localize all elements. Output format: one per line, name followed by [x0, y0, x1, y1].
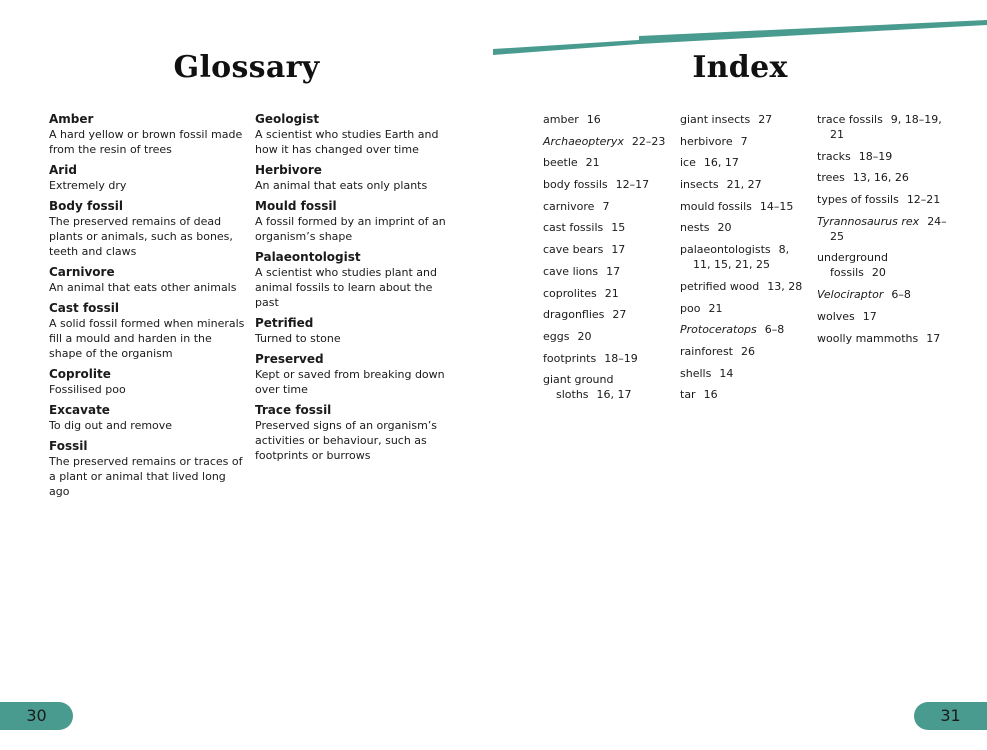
index-page	[493, 0, 987, 750]
index-pages: 27	[758, 113, 773, 126]
index-entry	[543, 329, 673, 344]
index-term: giant insects	[680, 113, 751, 126]
glossary-title: Glossary	[173, 50, 320, 85]
glossary-term: Arid	[49, 163, 77, 177]
glossary-definition: Turned to stone	[255, 332, 341, 345]
index-pages: 21	[604, 286, 619, 300]
glossary-column-1	[49, 112, 245, 505]
index-pages: 13, 28	[767, 279, 803, 293]
index-entry	[680, 242, 810, 272]
index-entry	[817, 170, 947, 185]
glossary-entry	[255, 316, 451, 346]
index-term: ice	[680, 156, 696, 170]
index-term: Velociraptor	[817, 288, 884, 302]
index-term: shells	[680, 366, 712, 380]
index-entry	[817, 112, 947, 142]
index-pages: 9, 18–19, 21	[830, 113, 942, 141]
index-pages: 15	[611, 221, 626, 235]
index-pages: 20	[871, 266, 886, 280]
glossary-entry	[49, 163, 245, 193]
index-pages: 7	[740, 134, 748, 148]
index-pages: 13, 16, 26	[852, 171, 909, 185]
glossary-term: Petrified	[255, 316, 314, 330]
index-term: petrified wood	[680, 279, 760, 293]
glossary-entry	[255, 352, 451, 397]
index-entry	[817, 149, 947, 164]
index-pages: 20	[717, 221, 732, 235]
index-pages: 6–8	[891, 288, 911, 302]
index-term: amber	[543, 113, 579, 126]
glossary-term: Herbivore	[255, 163, 322, 177]
index-pages: 18–19	[858, 149, 893, 163]
glossary-entry	[255, 112, 451, 157]
index-term: cave bears	[543, 243, 604, 257]
glossary-definition: A scientist who studies Earth and how it has changed over time	[255, 128, 439, 156]
index-term: woolly mammoths	[817, 331, 919, 345]
glossary-definition: The preserved remains of dead plants or animals, such as bones, teeth and claws	[49, 215, 233, 258]
index-pages: 7	[602, 199, 610, 213]
index-term: wolves	[817, 309, 855, 323]
index-term: eggs	[543, 329, 570, 343]
index-entry	[680, 344, 810, 359]
glossary-entry	[49, 439, 245, 499]
glossary-term: Carnivore	[49, 265, 115, 279]
glossary-definition: The preserved remains or traces of a plant or animal that lived long ago	[49, 455, 243, 498]
index-entry	[543, 134, 673, 149]
index-term: herbivore	[680, 134, 733, 148]
glossary-definition: To dig out and remove	[49, 419, 173, 432]
glossary-term: Trace fossil	[255, 403, 332, 417]
page-number-right: 31	[914, 702, 987, 730]
index-title: Index	[692, 50, 788, 85]
glossary-term: Cast fossil	[49, 301, 119, 315]
glossary-term: Body fossil	[49, 199, 123, 213]
glossary-entry	[49, 265, 245, 295]
index-pages: 17	[926, 331, 941, 345]
index-entry	[680, 199, 810, 214]
index-entry	[680, 134, 810, 149]
index-entry	[543, 286, 673, 301]
glossary-term: Coprolite	[49, 367, 111, 381]
index-entry	[543, 264, 673, 279]
index-term: coprolites	[543, 286, 597, 300]
glossary-entry	[49, 112, 245, 157]
index-pages: 21	[585, 156, 600, 170]
index-pages: 18–19	[604, 351, 638, 365]
index-entry	[817, 331, 947, 346]
index-term: poo	[680, 301, 701, 315]
index-entry	[543, 220, 673, 235]
index-column-3	[817, 112, 947, 352]
index-entry	[543, 307, 673, 322]
index-term: Protoceratops	[680, 323, 757, 337]
index-pages: 16	[586, 113, 601, 126]
index-term: body fossils	[543, 178, 608, 192]
glossary-term: Excavate	[49, 403, 110, 417]
index-column-2	[680, 112, 810, 409]
index-term: beetle	[543, 156, 578, 170]
index-pages: 17	[606, 264, 621, 278]
glossary-definition: A solid fossil formed when minerals fill a mould and harden in the shape of the organism	[49, 317, 245, 360]
index-entry	[543, 177, 673, 192]
index-column-1	[543, 112, 673, 409]
index-pages: 8, 11, 15, 21, 25	[693, 243, 790, 272]
glossary-definition: Extremely dry	[49, 179, 127, 192]
index-entry	[680, 301, 810, 316]
page-number-left: 30	[0, 702, 73, 730]
index-entry	[680, 279, 810, 294]
index-term: underground fossils	[817, 251, 888, 280]
glossary-term: Amber	[49, 112, 94, 126]
index-entry	[680, 112, 810, 127]
glossary-definition: An animal that eats only plants	[255, 179, 428, 192]
index-pages: 17	[862, 309, 877, 323]
index-term: giant ground sloths	[543, 373, 614, 402]
index-entry	[680, 366, 810, 381]
index-term: cast fossils	[543, 221, 604, 235]
index-entry	[817, 214, 947, 244]
index-term: Archaeopteryx	[543, 134, 624, 148]
index-term: trace fossils	[817, 113, 883, 126]
glossary-entry	[255, 199, 451, 244]
glossary-entry	[255, 403, 451, 463]
index-entry	[817, 309, 947, 324]
index-term: Tyrannosaurus rex	[817, 214, 920, 228]
index-entry	[817, 250, 947, 280]
index-entry	[543, 372, 673, 402]
glossary-column-2	[255, 112, 451, 469]
glossary-term: Preserved	[255, 352, 324, 366]
glossary-term: Mould fossil	[255, 199, 337, 213]
index-pages: 22–23	[631, 134, 666, 148]
glossary-definition: An animal that eats other animals	[49, 281, 237, 294]
glossary-term: Geologist	[255, 112, 320, 126]
glossary-definition: Kept or saved from breaking down over time	[255, 368, 445, 396]
index-pages: 24–25	[830, 214, 947, 243]
index-entry	[680, 220, 810, 235]
index-term: carnivore	[543, 199, 595, 213]
index-entry	[680, 322, 810, 337]
index-pages: 14–15	[759, 199, 794, 213]
glossary-definition: A hard yellow or brown fossil made from the resin of trees	[49, 128, 243, 156]
glossary-definition: Fossilised poo	[49, 383, 126, 396]
index-entry	[543, 112, 673, 127]
index-pages: 6–8	[764, 323, 785, 337]
glossary-entry	[49, 199, 245, 259]
index-term: rainforest	[680, 344, 733, 358]
index-term: footprints	[543, 351, 597, 365]
glossary-definition: Preserved signs of an organism’s activities or behaviour, such as footprints or burrows	[255, 419, 438, 462]
index-term: palaeontologists	[680, 243, 771, 257]
index-entry	[543, 351, 673, 366]
glossary-term: Fossil	[49, 439, 88, 453]
index-entry	[817, 192, 947, 207]
index-term: nests	[680, 221, 710, 235]
index-pages: 20	[577, 329, 592, 343]
index-pages: 21	[708, 301, 723, 315]
glossary-entry	[49, 301, 245, 361]
index-pages: 17	[611, 243, 626, 257]
index-pages: 16, 17	[596, 388, 632, 402]
index-term: types of fossils	[817, 193, 899, 207]
index-term: mould fossils	[680, 199, 752, 213]
index-pages: 12–21	[906, 193, 941, 207]
index-term: cave lions	[543, 264, 599, 278]
index-term: tracks	[817, 149, 851, 163]
glossary-entry	[255, 163, 451, 193]
index-entry	[543, 242, 673, 257]
index-pages: 16	[703, 388, 718, 402]
index-pages: 27	[612, 308, 627, 322]
index-term: insects	[680, 178, 719, 192]
index-entry	[680, 155, 810, 170]
index-pages: 12–17	[615, 178, 650, 192]
index-entry	[680, 177, 810, 192]
glossary-entry	[255, 250, 451, 310]
glossary-page	[0, 0, 493, 750]
index-entry	[680, 387, 810, 402]
index-pages: 16, 17	[703, 156, 739, 170]
index-term: trees	[817, 171, 845, 185]
glossary-entry	[49, 403, 245, 433]
glossary-definition: A scientist who studies plant and animal fossils to learn about the past	[255, 266, 438, 309]
index-term: tar	[680, 388, 696, 402]
glossary-entry	[49, 367, 245, 397]
index-pages: 26	[741, 344, 755, 358]
index-entry	[543, 155, 673, 170]
glossary-definition: A fossil formed by an imprint of an organism’s shape	[255, 215, 446, 243]
index-entry	[817, 287, 947, 302]
index-pages: 21, 27	[726, 178, 762, 192]
index-entry	[543, 199, 673, 214]
index-pages: 14	[719, 366, 734, 380]
index-term: dragonflies	[543, 308, 605, 322]
glossary-term: Palaeontologist	[255, 250, 361, 264]
